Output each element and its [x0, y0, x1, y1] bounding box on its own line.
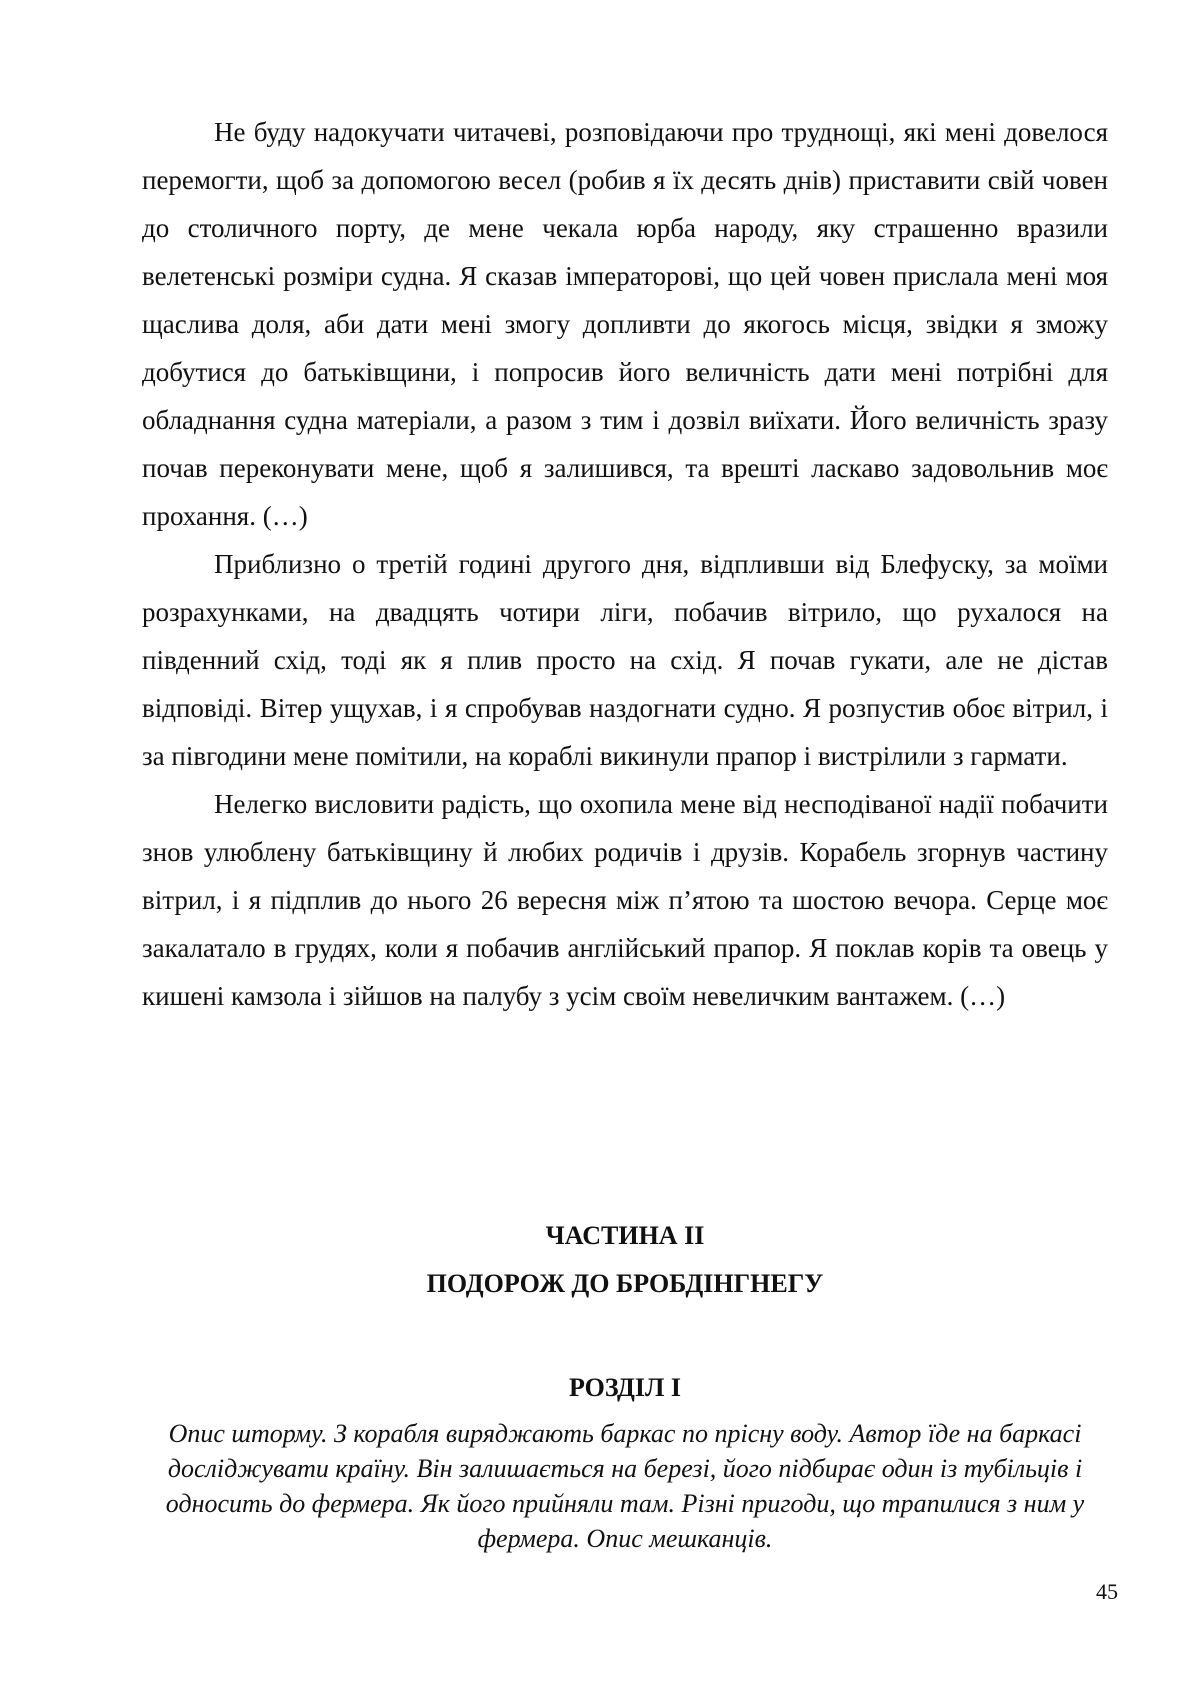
part-label: ЧАСТИНА II	[545, 1221, 705, 1250]
part-title: ПОДОРОЖ ДО БРОБДІНГНЕГУ	[426, 1269, 824, 1298]
chapter-summary: Опис шторму. З корабля виряджають баркас по прісну воду. Автор їде на баркасі досліджувати країну. Він залишається на березі, його підбирає один із тубільців і односить до фермера. Як його прийняли там. Різні пригоди, що трапилися з ним у фермера. Опис мешканців.	[165, 1419, 1085, 1553]
page-number: 45	[1096, 1579, 1118, 1604]
body-text	[142, 108, 1108, 1020]
paragraph-2: Приблизно о третій годині другого дня, відпливши від Блефуску, за моїми розрахунками, на двадцять чотири ліги, побачив вітрило, що рухалося на південний схід, тоді як я плив просто на схід. Я почав гукати, але не дістав відповіді. Вітер ущухав, і я спробував наздогнати судно. Я розпустив обоє вітрил, і за півгодини мене помітили, на кораблі викинули прапор і вистрілили з гармати.	[142, 549, 1108, 771]
chapter-label: РОЗДІЛ I	[568, 1373, 682, 1402]
paragraph-3: Нелегко висловити радість, що охопила мене від несподіваної надії побачити знов улюблену батьківщину й любих родичів і друзів. Корабель згорнув частину вітрил, і я підплив до нього 26 вересня між п’ятою та шостою вечора. Серце моє закалатало в грудях, коли я побачив англійський прапор. Я поклав корів та овець у кишені камзола і зійшов на палубу з усім своїм невеличким вантажем. (…)	[142, 789, 1108, 1011]
paragraph-1: Не буду надокучати читачеві, розповідаючи про труднощі, які мені довелося перемогти, щоб за допомогою весел (робив я їх десять днів) приставити свій човен до столичного порту, де мене чекала юрба народу, яку страшенно вразили велетенські розміри судна. Я сказав імператорові, що цей човен прислала мені моя щаслива доля, аби дати мені змогу допливти до якогось місця, звідки я зможу добутися до батьківщини, і попросив його величність дати мені потрібні для обладнання судна матеріали, а разом з тим і дозвіл виїхати. Його величність зразу почав переконувати мене, щоб я залишився, та врешті ласкаво задовольнив моє прохання. (…)	[142, 117, 1108, 531]
